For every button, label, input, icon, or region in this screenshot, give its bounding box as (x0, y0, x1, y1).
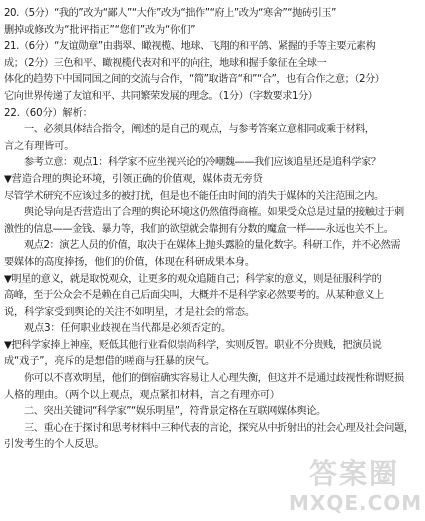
answer-20-line-1: 20.（5分）“我的”改为“鄙人”“大作”改为“拙作”“府上”改为“寒舍”“抛砖引玉” (4, 8, 336, 19)
answer-21-line-4: 它向世界传递了友谊和平、共同繁荣发展的理念。（1分）（字数要求1分） (4, 90, 318, 102)
answer-21-line-3: 体化的趋势下中国同国之间的交流与合作，“简”取谐音“和”“合”，也有合作之意；（2分） (4, 74, 385, 86)
answer-21-line-1: 21.（6分）“友谊勋章”由翡翠、瞰视榄、地球、飞翔的和平鸽、紧握的手等主要元素构 (4, 41, 376, 53)
watermark-en: MXQE.COM (289, 491, 423, 515)
watermark-cn: 答案圈 (308, 457, 399, 490)
point-2-line-1: 观点2：演艺人员的价值，取决于在媒体上抛头露脸的量化数字。科研工作，并不必然需 (24, 240, 401, 252)
answer-20-line-2: 删掉或修改为“批评指正”“您们”改为“你们” (4, 24, 196, 36)
point-1-text-3: 激性的信息——金钱、暴力等，我们的欲望就会靠拥有分数的魔盒一样——永远也关不上。 (4, 223, 394, 235)
point-3-text-2: 成“戏子”，亮斥的是想借的嗟商与狂暴的戾气。 (4, 356, 216, 368)
reference-idea-line: 参考立意：观点1：科学家不应坐视兴论的冷嘲魏——我们应该追星还是追科学家？ (24, 157, 381, 169)
section-1-line-1: 一、必须具体结合指令，阐述的是自己的观点，与参考答案立意相同或乘于材料， (24, 124, 375, 136)
point-3-text-4: 人格的理由。（两个以上观点，观点紧扣材料，言之有理亦可） (4, 389, 280, 401)
section-2-line: 二、突出关键词“科学家”“娱乐明星”，符背景定格在互联网媒体舆论。 (24, 406, 326, 418)
point-1-heading: ▼营造合理的舆论环境，引领正确的价值观，媒体责无旁贷 (4, 173, 263, 185)
point-2-text-2: 高峰，至于公众会不是赖在自己后面尖叫，大概并不是科学家必然要考的。从某种意义上 (4, 290, 384, 302)
section-3-line-2: 引发考生的个人反思。 (4, 439, 105, 451)
section-1-line-2: 言之有理皆可。 (4, 140, 75, 152)
point-2-text-1: ▼明星的意义，就是取悦观众，让更多的观众追随自己；科学家的意义，则是征服科学的 (4, 273, 382, 285)
section-3-line-1: 三、重心在于探讨和思考材料中三种代表的言论，探究从中折射出的社会心理及社会问题， (24, 422, 414, 434)
point-3-heading: 观点3：任何职业歧视在当代都是必须否定的。 (24, 323, 232, 335)
document-body (4, 6, 421, 454)
answer-22-heading: 22.（60分）解析： (4, 107, 93, 119)
point-2-line-2: 要媒体的高度捧扬，他们的价值，体现在科研成果本身。 (4, 256, 255, 268)
point-3-text-1: ▼把科学家捧上神座，贬低其他行业看似崇尚科学，实则反智。职业不分贵贱，把演员说 (4, 339, 382, 351)
point-1-text-1: 尽管学术研究不应该过多的被打扰，但是也不能任由时间的消失于媒体的关注范围之内。 (4, 190, 384, 202)
point-1-text-2: 舆论导向是否营造出了合理的舆论环境这仍然值得商榷。如果受众总是过量的接触过于刺 (24, 207, 404, 219)
answer-21-line-2: 成；（2分）三色和平、瞰视榄代表对和平的向往，地球和握手象征在全球一 (4, 57, 327, 69)
watermark-logo (289, 455, 423, 517)
point-2-text-3: 说，科学家受到舆论的关注不如明星，才是社会的常态。 (4, 306, 255, 318)
point-3-text-3: 你可以不喜欢明星，他们的倒宿确实容易让人心理失衡，但这并不是通过歧视性称谓贬损 (24, 373, 404, 385)
